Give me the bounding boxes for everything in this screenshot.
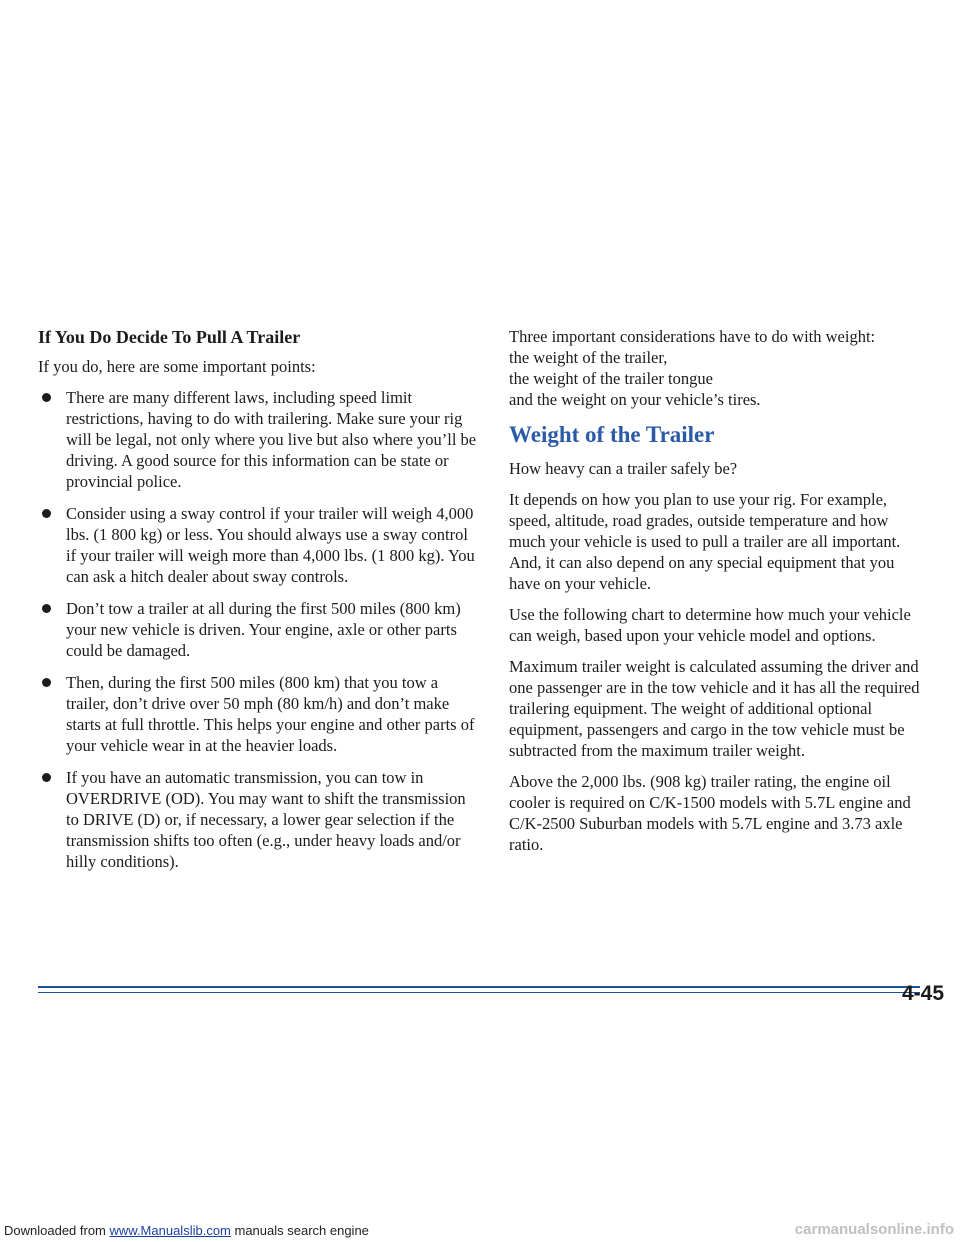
intro-text: If you do, here are some important points: xyxy=(38,357,316,376)
subheading: If You Do Decide To Pull A Trailer xyxy=(38,327,301,347)
considerations-line: the weight of the trailer tongue xyxy=(509,369,713,388)
watermark: carmanualsonline.info xyxy=(794,1221,954,1238)
paragraph: It depends on how you plan to use your rig. For example, speed, altitude, road grades, outside temperature and how much your vehicle is used to pull a trailer are all important. And, it can also depend on any special equipment that you have on your vehicle. xyxy=(509,490,901,593)
section-title: Weight of the Trailer xyxy=(509,422,715,447)
list-item xyxy=(38,598,478,661)
bullet-icon xyxy=(42,773,51,782)
bullet-text: Don’t tow a trailer at all during the first 500 miles (800 km) your new vehicle is driven. Your engine, axle or other parts could be damaged. xyxy=(66,599,461,660)
considerations-line: Three important considerations have to do with weight: xyxy=(509,327,876,346)
manualslib-link[interactable]: www.Manualslib.com xyxy=(109,1223,231,1238)
considerations-line: the weight of the trailer, xyxy=(509,348,668,367)
bullet-icon xyxy=(42,509,51,518)
bullet-icon xyxy=(42,604,51,613)
paragraph: Maximum trailer weight is calculated assuming the driver and one passenger are in the tow vehicle and it has all the required trailering equipment. The weight of additional optional equipment, passengers and cargo in the tow vehicle must be subtracted from the maximum trailer weight. xyxy=(509,657,920,760)
bullet-icon xyxy=(42,678,51,687)
paragraph: How heavy can a trailer safely be? xyxy=(509,459,738,478)
page-number: 4-45 xyxy=(901,982,944,1005)
banner-suffix: manuals search engine xyxy=(230,1223,369,1238)
bullet-text: Then, during the first 500 miles (800 km) that you tow a trailer, don’t drive over 50 mph (80 km/h) and don’t make starts at full throttle. This helps your engine and other parts of your vehicle wear in at the heavier loads. xyxy=(66,673,475,755)
bullet-text: There are many different laws, including speed limit restrictions, having to do with trailering. Make sure your rig will be legal, not only where you live but also where you’ll be driving. A good source for this information can be state or provincial police. xyxy=(66,388,477,491)
right-column xyxy=(509,326,929,855)
footer-rule xyxy=(38,956,920,980)
left-column xyxy=(38,326,478,883)
bullet-icon xyxy=(42,393,51,402)
list-item xyxy=(38,767,478,872)
considerations-line: and the weight on your vehicle’s tires. xyxy=(509,390,761,409)
bullet-list xyxy=(38,387,478,872)
paragraph: Above the 2,000 lbs. (908 kg) trailer rating, the engine oil cooler is required on C/K-1500 models with 5.7L engine and C/K-2500 Suburban models with 5.7L engine and 3.73 axle ratio. xyxy=(509,772,911,854)
banner-prefix: Downloaded from xyxy=(4,1223,110,1238)
paragraph: Use the following chart to determine how much your vehicle can weigh, based upon your vehicle model and options. xyxy=(509,605,911,645)
list-item xyxy=(38,387,478,492)
bullet-text: Consider using a sway control if your trailer will weigh 4,000 lbs. (1 800 kg) or less. You should always use a sway control if your trailer will weigh more than 4,000 lbs. (1 800 kg). You can ask a hitch dealer about sway controls. xyxy=(66,504,475,586)
list-item xyxy=(38,503,478,587)
rule-line xyxy=(38,986,920,988)
bullet-text: If you have an automatic transmission, you can tow in OVERDRIVE (OD). You may want to shift the transmission to DRIVE (D) or, if necessary, a lower gear selection if the transmission shifts too often (e.g., under heavy loads and/or hilly conditions). xyxy=(66,768,466,871)
list-item xyxy=(38,672,478,756)
weight-considerations xyxy=(509,326,929,410)
rule-line xyxy=(38,992,920,993)
